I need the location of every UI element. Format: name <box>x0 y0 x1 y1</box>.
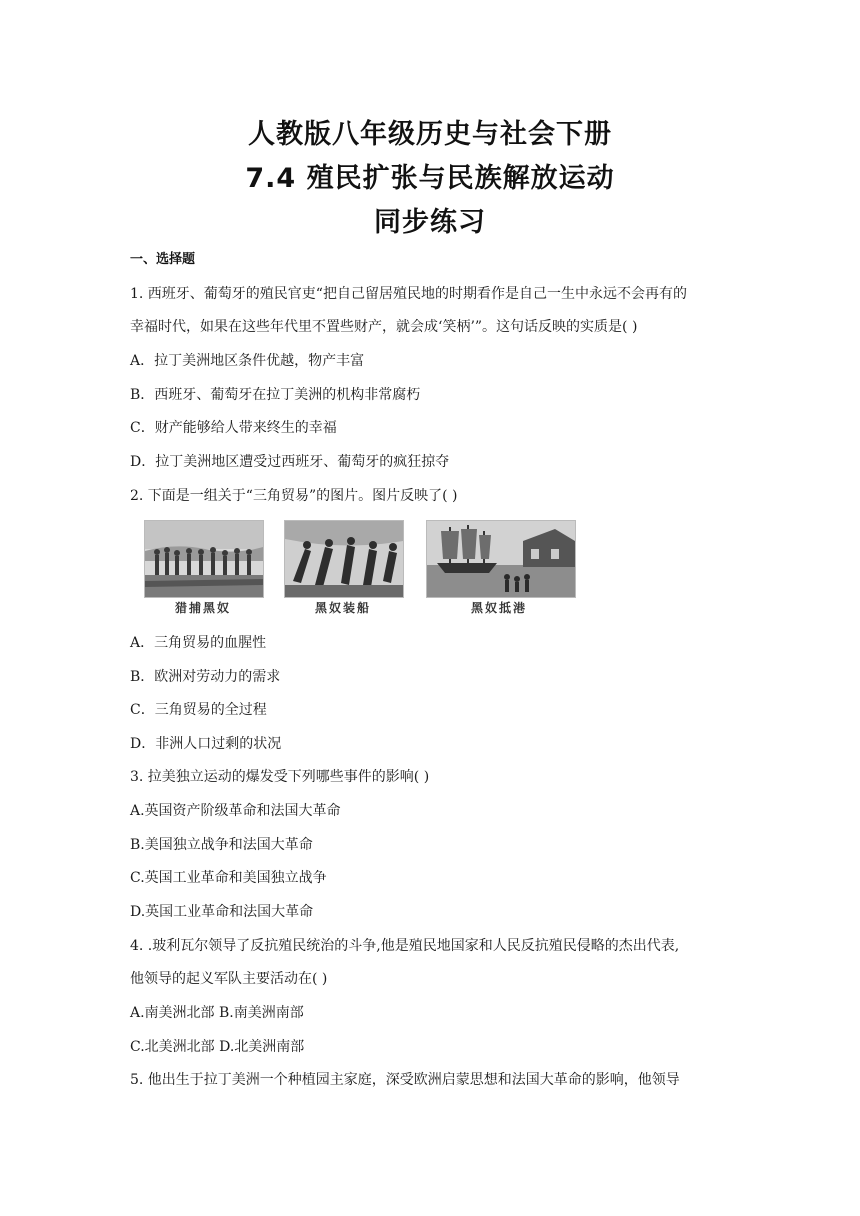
question-2-option-d: D．非洲人口过剩的状况 <box>130 736 282 752</box>
question-4-stem-cont: 他领导的起义军队主要活动在( ) <box>130 971 328 987</box>
question-1-option-d: D．拉丁美洲地区遭受过西班牙、葡萄牙的疯狂掠夺 <box>130 454 450 470</box>
question-5-stem: 5. 他出生于拉丁美洲一个种植园主家庭，深受欧洲启蒙思想和法国大革命的影响，他领导 <box>130 1072 680 1088</box>
slave-arrival-image <box>426 520 576 598</box>
question-2-stem: 2. 下面是一组关于“三角贸易”的图片。图片反映了( ) <box>130 488 458 504</box>
question-2-option-c: C．三角贸易的全过程 <box>130 702 267 718</box>
question-1-option-b: B．西班牙、葡萄牙在拉丁美洲的机构非常腐朽 <box>130 387 421 403</box>
question-4-stem: 4. .玻利瓦尔领导了反抗殖民统治的斗争,他是殖民地国家和人民反抗殖民侵略的杰出代表, <box>130 938 680 954</box>
caption-slave-arrival: 黑奴抵港 <box>470 601 527 615</box>
question-1-stem-cont: 幸福时代，如果在这些年代里不置些财产，就会成‘笑柄’”。这句话反映的实质是( ) <box>130 319 638 335</box>
lesson-title: 7.4 殖民扩张与民族解放运动 <box>245 163 615 194</box>
question-3-option-d: D.英国工业革命和法国大革命 <box>130 904 314 920</box>
question-1-stem: 1. 西班牙、葡萄牙的殖民官吏“把自己留居殖民地的时期看作是自己一生中永远不会再有的 <box>130 286 687 302</box>
question-4-options-ab: A.南美洲北部 B.南美洲南部 <box>130 1005 304 1021</box>
subtitle: 同步练习 <box>374 207 486 238</box>
slave-loading-image <box>284 520 404 598</box>
question-1-option-a: A．拉丁美洲地区条件优越，物产丰富 <box>130 353 365 369</box>
question-3-option-b: B.美国独立战争和法国大革命 <box>130 837 313 853</box>
question-3-option-c: C.英国工业革命和美国独立战争 <box>130 870 327 886</box>
caption-slave-loading: 黑奴装船 <box>314 601 371 615</box>
question-3-stem: 3. 拉美独立运动的爆发受下列哪些事件的影响( ) <box>130 769 430 785</box>
question-3-option-a: A.英国资产阶级革命和法国大革命 <box>130 803 341 819</box>
slave-hunting-image <box>144 520 264 598</box>
question-2-images <box>144 520 576 616</box>
document-title: 人教版八年级历史与社会下册 <box>248 119 612 150</box>
caption-slave-hunting: 猎捕黑奴 <box>174 601 231 615</box>
section-heading: 一、选择题 <box>130 252 196 267</box>
question-2-option-b: B．欧洲对劳动力的需求 <box>130 669 281 685</box>
question-2-option-a: A．三角贸易的血腥性 <box>130 635 267 651</box>
question-4-options-cd: C.北美洲北部 D.北美洲南部 <box>130 1039 305 1055</box>
question-1-option-c: C．财产能够给人带来终生的幸福 <box>130 420 337 436</box>
